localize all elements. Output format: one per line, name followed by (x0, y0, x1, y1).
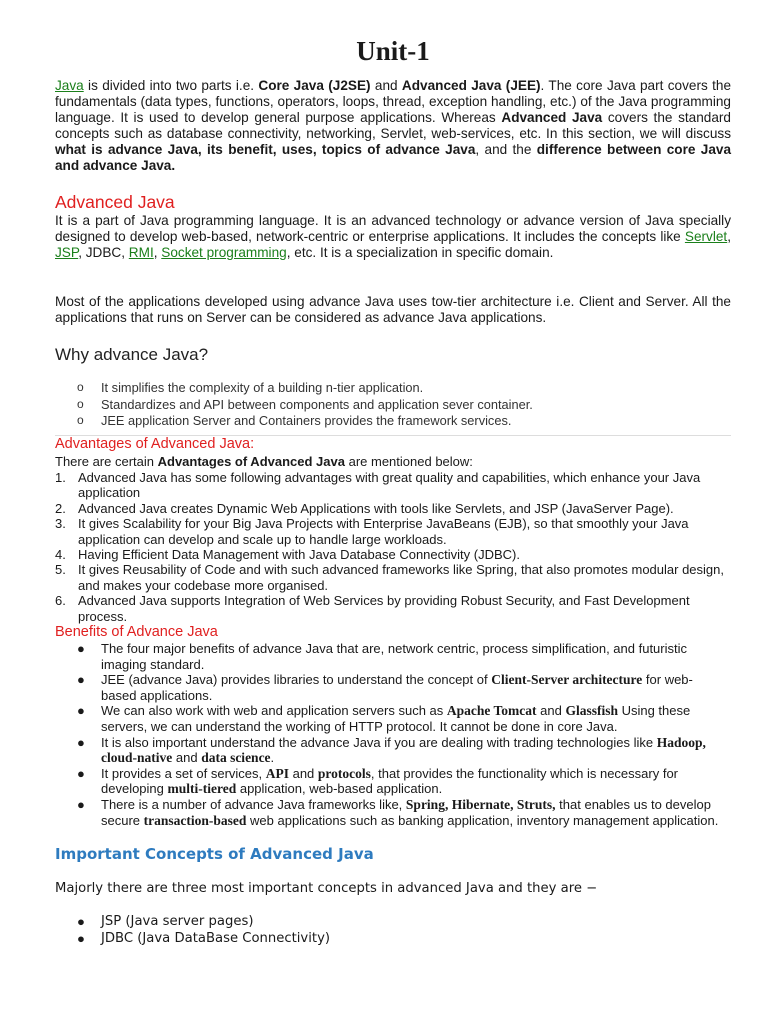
list-item: ● We can also work with web and application servers such as Apache Tomcat and Glassfish Using these servers, we can understand the working of HTTP protocol. It cannot be done in core Java. (77, 703, 691, 734)
advantages-list (55, 470, 731, 624)
socket-programming-link[interactable]: Socket programming (161, 245, 287, 260)
list-item: ● There is a number of advance Java frameworks like, Spring, Hibernate, Struts, that enables us to develop secure transaction-based web applications such as banking application, inventory management application. (77, 796, 719, 828)
bullet-icon: ● (77, 703, 85, 719)
advanced-java-heading: Advanced Java (55, 192, 175, 212)
list-item: o JEE application Server and Containers provides the framework services. (55, 413, 533, 430)
advantages-heading: Advantages of Advanced Java: (55, 436, 255, 452)
list-item: 2. Advanced Java creates Dynamic Web Applications with tools like Servlets, and JSP (JavaServer Page). (55, 500, 674, 516)
bullet-icon: ● (77, 765, 85, 781)
list-item: 3. It gives Scalability for your Big Java Projects with Enterprise JavaBeans (EJB), so that smoothly your Java application can develop and scale up to handle large workloads. (55, 516, 689, 547)
advantages-intro: There are certain Advantages of Advanced Java are mentioned below: (55, 454, 473, 469)
page-title: Unit-1 (356, 36, 430, 66)
important-concepts-heading: Important Concepts of Advanced Java (55, 845, 374, 863)
list-item: 5. It gives Reusability of Code and with such advanced frameworks like Spring, that also promotes modular design, and makes your codebase more organised. (55, 562, 724, 593)
list-item: 1. Advanced Java has some following advantages with great quality and capabilities, which enhance your Java application (55, 470, 701, 501)
list-item: o It simplifies the complexity of a building n-tier application. (55, 380, 533, 397)
servlet-link[interactable]: Servlet (684, 229, 728, 244)
list-item: ● It is also important understand the advance Java if you are dealing with trading technologies like Hadoop, cloud-native and data science. (77, 734, 706, 766)
why-list (55, 380, 533, 430)
list-item: 4. Having Efficient Data Management with Java Database Connectivity (JDBC). (55, 547, 520, 563)
advanced-java-paragraph: It is a part of Java programming language. It is an advanced technology or advance version of Java specially designed to develop web-based, network-centric or enterprise applications. It includes the concepts like Servlet, JSP, JDBC, RMI, Socket programming, etc. It is a specialization in specific domain. (55, 213, 731, 260)
benefits-list (55, 641, 727, 828)
list-item: ● It provides a set of services, API and protocols, that provides the functionality which is necessary for developing multi-tiered application, web-based application. (77, 765, 678, 797)
architecture-paragraph: Most of the applications developed using advance Java uses tow-tier architecture i.e. Client and Server. All the applications that runs on Server can be considered as advance Java applications. (55, 294, 731, 325)
list-item: ● The four major benefits of advance Java that are, network centric, process simplification, and futuristic imaging standard. (77, 641, 687, 672)
why-advance-java-heading: Why advance Java? (55, 345, 209, 364)
list-item: o Standardizes and API between components and application sever container. (55, 397, 533, 414)
list-item: 6. Advanced Java supports Integration of Web Services by providing Robust Security, and Fast Development process. (55, 593, 690, 624)
benefits-heading: Benefits of Advance Java (55, 624, 218, 640)
java-link[interactable]: Java (55, 78, 84, 93)
bullet-icon: ● (77, 930, 85, 946)
bullet-icon: ● (77, 672, 85, 688)
jsp-link[interactable]: JSP (55, 245, 79, 260)
list-item: ● JEE (advance Java) provides libraries to understand the concept of Client-Server architecture for web- based applications. (77, 672, 693, 703)
bullet-icon: ● (77, 914, 85, 929)
list-item: ● JDBC (Java DataBase Connectivity) (77, 930, 331, 946)
concepts-intro: Majorly there are three most important concepts in advanced Java and they are − (55, 881, 598, 896)
list-item: ● JSP (Java server pages) (77, 914, 254, 929)
bullet-icon: ● (77, 734, 85, 750)
intro-paragraph: Java is divided into two parts i.e. Core Java (J2SE) and Advanced Java (JEE). The core Java part covers the fundamentals (data types, functions, operators, loops, thread, exception handling, etc.) of the Java programming language. It is used to develop general purpose applications. Whereas Advanced Java covers the standard concepts such as database connectivity, networking, Servlet, web-services, etc. In this section, we will discuss what is advance Java, its benefit, uses, topics of advance Java, and the difference between core Java and advance Java. (55, 78, 732, 173)
bullet-icon: ● (77, 796, 85, 812)
concepts-list (55, 914, 330, 947)
rmi-link[interactable]: RMI (128, 245, 154, 260)
bullet-icon: ● (77, 641, 85, 656)
